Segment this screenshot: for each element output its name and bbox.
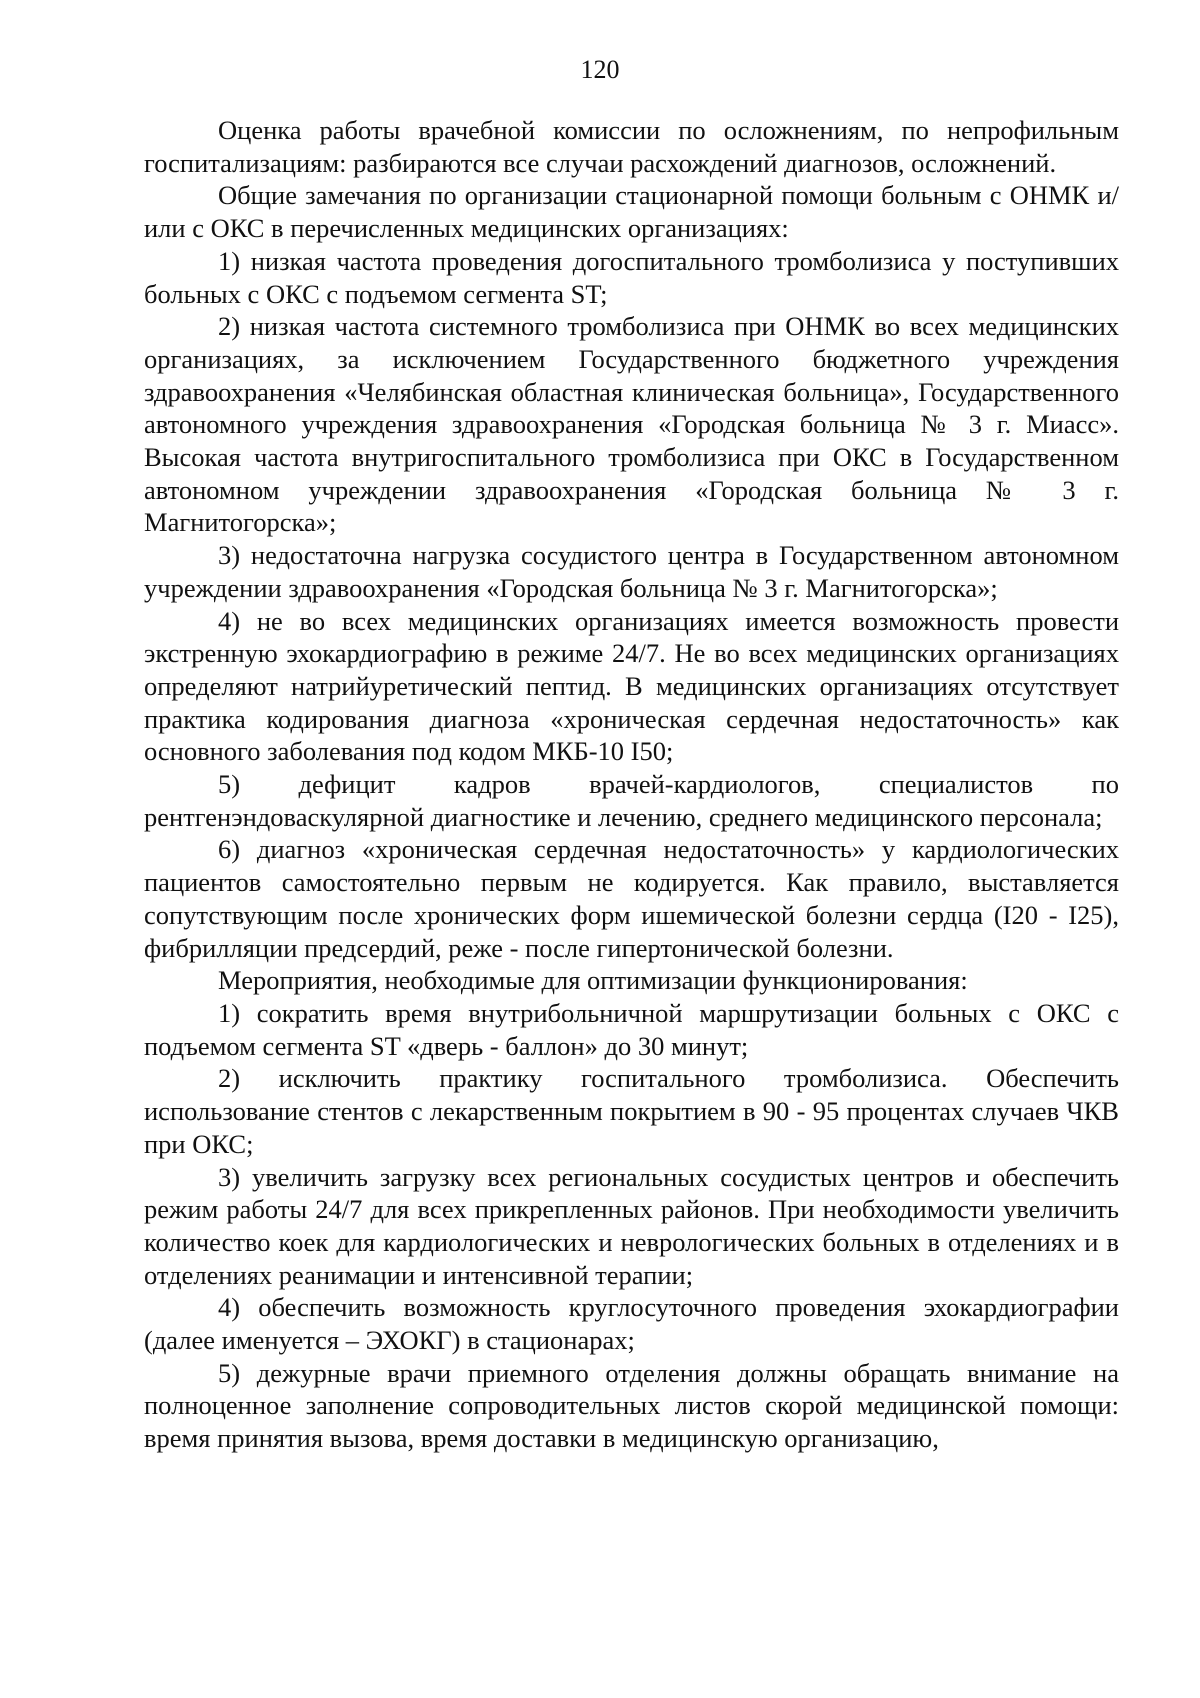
paragraph-general-remarks: Общие замечания по организации стационарной помощи больным с ОНМК и/или с ОКС в перечисленных медицинских организациях: bbox=[144, 180, 1119, 244]
paragraph-measure-4: 4) обеспечить возможность круглосуточного проведения эхокардиографии (далее именуется – ЭХОКГ) в стационарах; bbox=[144, 1292, 1119, 1356]
paragraph-remark-3: 3) недостаточна нагрузка сосудистого центра в Государственном автономном учреждении здравоохранения «Городская больница № 3 г. Магнитогорска»; bbox=[144, 540, 1119, 603]
paragraph-measure-2: 2) исключить практику госпитального тромболизиса. Обеспечить использование стентов с лекарственным покрытием в 90 - 95 процентах случаев ЧКВ при ОКС; bbox=[144, 1063, 1119, 1159]
paragraph-remark-5: 5) дефицит кадров врачей-кардиологов, специалистов по рентгенэндоваскулярной диагностике и лечению, среднего медицинского персонала; bbox=[144, 769, 1119, 832]
paragraph-remark-6: 6) диагноз «хроническая сердечная недостаточность» у кардиологических пациентов самостоятельно первым не кодируется. Как правило, выставляется сопутствующим после хронических форм ишемической болезни сердца (I20 - I25), фибрилляции предсердий, реже - после гипертонической болезни. bbox=[144, 834, 1119, 963]
document-body bbox=[144, 114, 1119, 1455]
page-number: 120 bbox=[580, 55, 620, 84]
paragraph-remark-4: 4) не во всех медицинских организациях имеется возможность провести экстренную эхокардиографию в режиме 24/7. Не во всех медицинских организациях определяют натрийуретический пептид. В медицинских организациях отсутствует практика кодирования диагноза «хроническая сердечная недостаточность» как основного заболевания под кодом МКБ-10 I50; bbox=[144, 605, 1119, 767]
paragraph-measures-heading: Мероприятия, необходимые для оптимизации функционирования: bbox=[218, 965, 968, 996]
paragraph-remark-1: 1) низкая частота проведения догоспитального тромболизиса у поступивших больных с ОКС с подъемом сегмента ST; bbox=[144, 245, 1119, 309]
paragraph-measure-1: 1) сократить время внутрибольничной маршрутизации больных с ОКС с подъемом сегмента ST «дверь - баллон» до 30 минут; bbox=[144, 997, 1119, 1061]
paragraph-commission-assessment: Оценка работы врачебной комиссии по осложнениям, по непрофильным госпитализациям: разбираются все случаи расхождений диагнозов, осложнений. bbox=[144, 115, 1119, 178]
paragraph-measure-5: 5) дежурные врачи приемного отделения должны обращать внимание на полноценное заполнение сопроводительных листов скорой медицинской помощи: время принятия вызова, время доставки в медицинскую организацию, bbox=[144, 1357, 1119, 1454]
paragraph-measure-3: 3) увеличить загрузку всех региональных сосудистых центров и обеспечить режим работы 24/7 для всех прикрепленных районов. При необходимости увеличить количество коек для кардиологических и неврологических больных в отделениях и в отделениях реанимации и интенсивной терапии; bbox=[144, 1161, 1119, 1290]
paragraph-remark-2: 2) низкая частота системного тромболизиса при ОНМК во всех медицинских организациях, за исключением Государственного бюджетного учреждения здравоохранения «Челябинская областная клиническая больница», Государственного автономного учреждения здравоохранения «Городская больница № 3 г. Миасс». Высокая частота внутригоспитального тромболизиса при ОКС в Государственном автономном учреждении здравоохранения «Городская больница № 3 г. Магнитогорска»; bbox=[144, 311, 1119, 538]
